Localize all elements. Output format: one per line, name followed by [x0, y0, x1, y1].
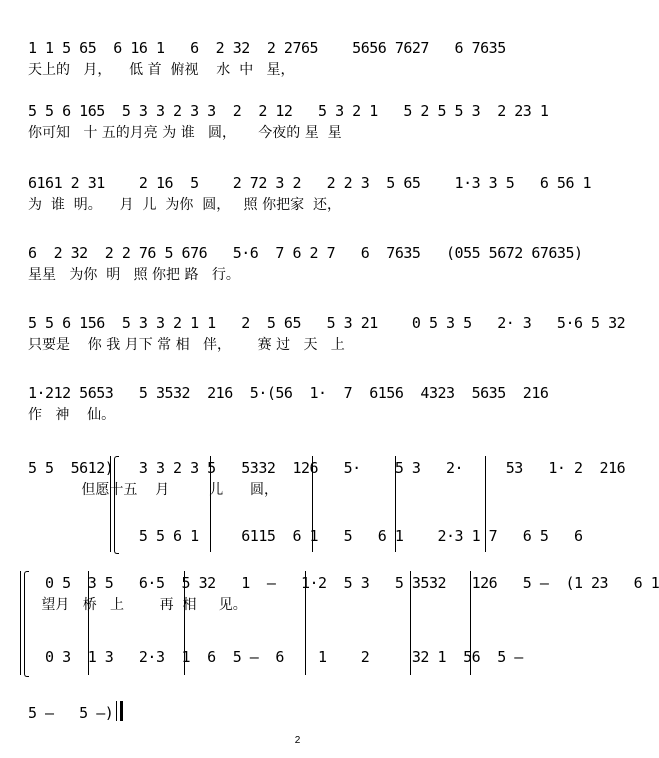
- lyric-line: 作 神 仙。: [28, 407, 116, 423]
- lyric-line: 你可知 十 五的月亮 为 谁 圆， 今夜的 星 星: [28, 125, 342, 141]
- upper-part-notation: 5 5 5612) 3 3 2 3 5 5332 126 5· 5 3 2· 53 1· 2 216: [28, 459, 626, 477]
- lyric-line: 望月 桥 上 再 相 见。: [28, 597, 247, 613]
- page-number: 2: [294, 735, 301, 746]
- notation-line: 5 5 6 165 5 3 3 2 3 3 2 2 12 5 3 2 1 5 2 5 5 3 2 23 1: [28, 102, 549, 120]
- notation-line: 5 — 5 —): [28, 704, 114, 722]
- lower-part-notation: 5 5 6 1 6115 6 1 5 6 1 2·3 1 7 6 5 6: [28, 527, 583, 545]
- bar-line: [20, 571, 21, 675]
- lyric-line: 但愿十五 月 儿 圆，: [28, 482, 278, 498]
- final-bar-line-thick: [120, 701, 123, 721]
- final-bar-line-thin: [116, 701, 117, 721]
- lyric-line: 天上的 月， 低 首 俯视 水 中 星，: [28, 62, 295, 78]
- notation-line: 1 1 5 65 6 16 1 6 2 32 2 2765 5656 7627 6 7635: [28, 39, 506, 57]
- lyric-line: 星星 为你 明 照 你把 路 行。: [28, 267, 240, 283]
- notation-line: 6 2 32 2 2 76 5 676 5·6 7 6 2 7 6 7635 (055 5672 67635): [28, 244, 583, 262]
- notation-line: 6161 2 31 2 16 5 2 72 3 2 2 2 3 5 65 1·3 3 5 6 56 1: [28, 174, 592, 192]
- notation-line: 5 5 6 156 5 3 3 2 1 1 2 5 65 5 3 21 0 5 3 5 2· 3 5·6 5 32: [28, 314, 626, 332]
- lower-part-notation: 0 3 1 3 2·3 1 6 5 — 6 1 2 32 1 56 5 —: [28, 648, 523, 666]
- lyric-line: 为 谁 明。 月 儿 为你 圆， 照 你把家 还，: [28, 197, 342, 213]
- notation-line: 1·212 5653 5 3532 216 5·(56 1· 7 6156 4323 5635 216: [28, 384, 549, 402]
- lyric-line: 只要是 你 我 月下 常 相 伴， 赛 过 天 上: [28, 337, 345, 353]
- upper-part-notation: 0 5 3 5 6·5 5 32 1 — 1·2 5 3 5 3532 126 5 — (1 23 6 1: [28, 574, 659, 592]
